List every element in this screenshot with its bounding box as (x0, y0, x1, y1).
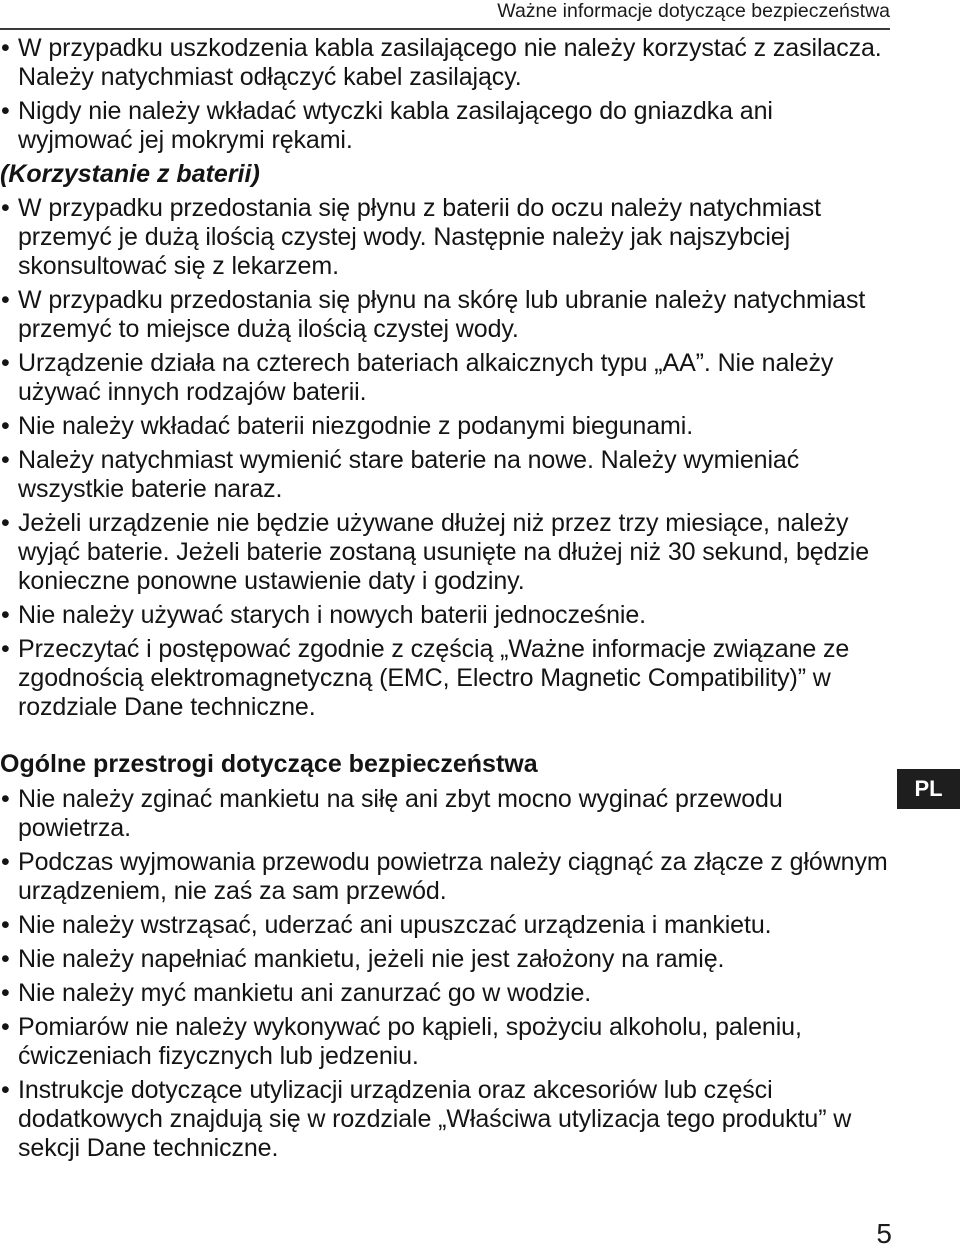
list-item-text: Nie należy zginać mankietu na siłę ani zbyt mocno wyginać przewodu powietrza. (18, 785, 783, 842)
list-item-text: W przypadku przedostania się płynu na skórę lub ubranie należy natychmiast przemyć to miejsce dużą ilością czystej wody. (18, 286, 866, 343)
list-item (0, 1013, 892, 1071)
bullet: • (1, 509, 10, 537)
list-item-text: Nigdy nie należy wkładać wtyczki kabla zasilającego do gniazdka ani wyjmować jej mokrymi rękami. (18, 97, 773, 154)
bullet: • (1, 446, 10, 474)
list-item-text: Pomiarów nie należy wykonywać po kąpieli, spożyciu alkoholu, paleniu, ćwiczeniach fizycznych lub jedzeniu. (18, 1013, 802, 1070)
list-item (0, 509, 892, 596)
list-item-text: Nie należy używać starych i nowych baterii jednocześnie. (18, 601, 647, 629)
bullet: • (1, 911, 10, 939)
list-item-text: Nie należy napełniać mankietu, jeżeli nie jest założony na ramię. (18, 945, 725, 973)
list-item (0, 1076, 892, 1163)
list-item-text: Nie należy myć mankietu ani zanurzać go w wodzie. (18, 979, 592, 1007)
list-item-text: W przypadku uszkodzenia kabla zasilającego nie należy korzystać z zasilacza. Należy natychmiast odłączyć kabel zasilający. (18, 34, 882, 91)
bullet: • (1, 1076, 10, 1104)
list-item (0, 601, 892, 630)
language-tab: PL (897, 769, 960, 809)
battery-list (0, 194, 892, 722)
list-item (0, 412, 892, 441)
list-item (0, 286, 892, 344)
general-precautions-list (0, 785, 892, 1163)
list-item (0, 785, 892, 843)
bullet: • (1, 194, 10, 222)
bullet: • (1, 785, 10, 813)
list-item-text: Nie należy wstrząsać, uderzać ani upuszczać urządzenia i mankietu. (18, 911, 772, 939)
list-item-text: Należy natychmiast wymienić stare baterie na nowe. Należy wymieniać wszystkie baterie naraz. (18, 446, 800, 503)
bullet: • (1, 34, 10, 62)
list-item (0, 848, 892, 906)
battery-subheading: (Korzystanie z baterii) (0, 160, 260, 188)
bullet: • (1, 349, 10, 377)
bullet: • (1, 979, 10, 1007)
header-rule (0, 28, 890, 30)
list-item-text: Urządzenie działa na czterech bateriach alkaicznych typu „AA”. Nie należy używać innych rodzajów baterii. (18, 349, 834, 406)
list-item (0, 194, 892, 281)
bullet: • (1, 635, 10, 663)
bullet: • (1, 848, 10, 876)
list-item (0, 979, 892, 1008)
list-item (0, 34, 892, 92)
list-item-text: Instrukcje dotyczące utylizacji urządzenia oraz akcesoriów lub części dodatkowych znajdują się w rozdziale „Właściwa utylizacja tego produktu” w sekcji Dane techniczne. (18, 1076, 852, 1162)
bullet: • (1, 97, 10, 125)
list-item-text: W przypadku przedostania się płynu z baterii do oczu należy natychmiast przemyć je dużą ilością czystej wody. Następnie należy jak najszybciej skonsultować się z lekarzem. (18, 194, 822, 280)
bullet: • (1, 945, 10, 973)
list-item-text: Przeczytać i postępować zgodnie z częścią „Ważne informacje związane ze zgodnością elektromagnetyczną (EMC, Electro Magnetic Compatibility)” w rozdziale Dane techniczne. (18, 635, 850, 721)
page-content (0, 34, 892, 1168)
section-title: Ogólne przestrogi dotyczące bezpieczeństwa (0, 750, 538, 778)
list-item (0, 446, 892, 504)
list-item (0, 945, 892, 974)
list-item-text: Nie należy wkładać baterii niezgodnie z podanymi biegunami. (18, 412, 694, 440)
power-cable-list (0, 34, 892, 155)
list-item-text: Jeżeli urządzenie nie będzie używane dłużej niż przez trzy miesiące, należy wyjąć baterie. Jeżeli baterie zostaną usunięte na dłużej niż 30 sekund, będzie konieczne ponowne ustawienie daty i godziny. (18, 509, 870, 595)
list-item (0, 97, 892, 155)
running-header: Ważne informacje dotyczące bezpieczeństwa (497, 0, 890, 22)
list-item-text: Podczas wyjmowania przewodu powietrza należy ciągnąć za złącze z głównym urządzeniem, nie zaś za sam przewód. (18, 848, 888, 905)
page-number: 5 (876, 1218, 892, 1249)
bullet: • (1, 601, 10, 629)
bullet: • (1, 412, 10, 440)
list-item (0, 635, 892, 722)
list-item (0, 911, 892, 940)
bullet: • (1, 1013, 10, 1041)
bullet: • (1, 286, 10, 314)
list-item (0, 349, 892, 407)
